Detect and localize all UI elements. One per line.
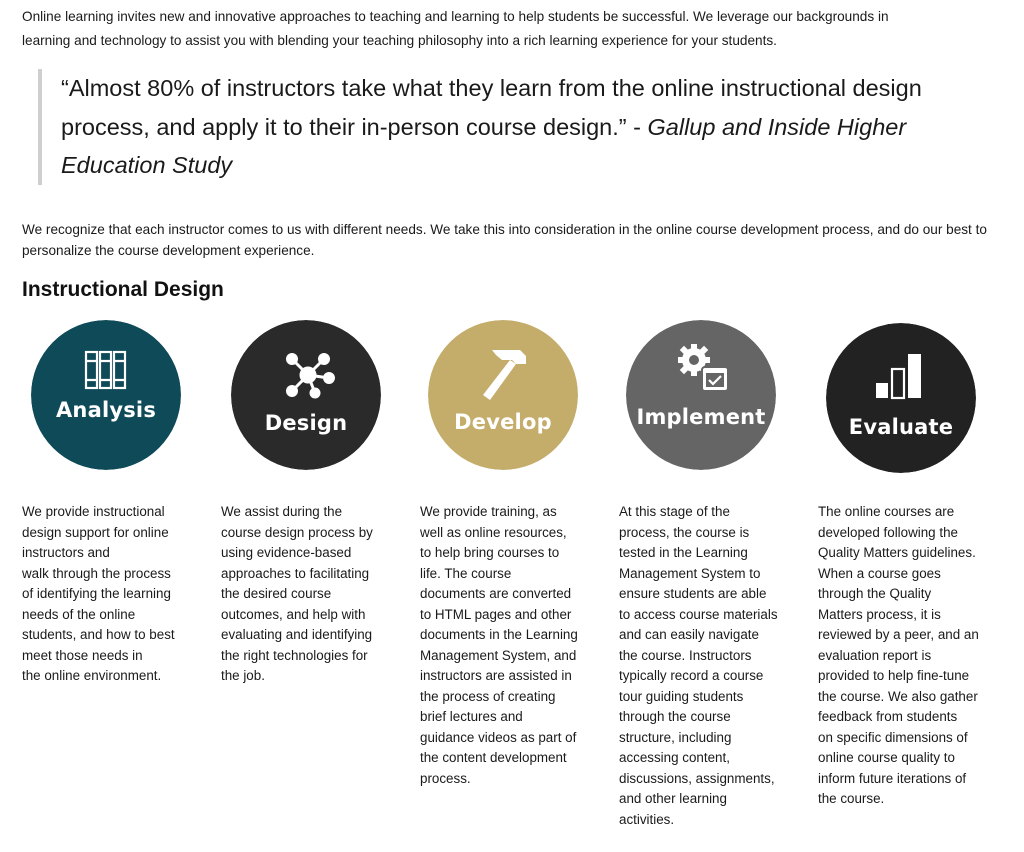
phase-analysis-background [31, 320, 181, 470]
description-line: using evidence-based [221, 545, 352, 560]
phase-evaluate-circle [826, 323, 976, 473]
description-line: and other learning [619, 791, 727, 806]
quote-source: Gallup and Inside Higher Education Study [61, 113, 907, 178]
phase-analysis-label: Analysis [55, 398, 157, 422]
description-line: We provide training, as [420, 504, 557, 519]
description-line: needs of the online [22, 606, 136, 622]
phase-evaluate-label: Evaluate [848, 415, 954, 439]
description-line: to access course materials [619, 606, 778, 622]
description-line: to HTML pages and other [420, 606, 572, 622]
description-line: instructors are assisted in [420, 668, 572, 683]
section-heading: Instructional Design [22, 278, 224, 301]
phase-implement-circle [626, 320, 776, 470]
description-line: brief lectures and [420, 709, 523, 724]
phase-design-circle [231, 320, 381, 470]
description-line: We provide instructional [22, 504, 165, 519]
description-line: We assist during the [221, 504, 343, 519]
pull-quote [38, 69, 991, 185]
description-line: design support for online [22, 524, 169, 540]
description-line: Management System to [619, 565, 761, 581]
description-line: on specific dimensions of [818, 729, 968, 745]
description-line: course design process by [221, 524, 373, 540]
phase-develop-circle [428, 320, 578, 470]
description-line: the desired course [221, 586, 332, 601]
description-line: documents are converted [420, 586, 572, 601]
description-line: Quality Matters guidelines. [818, 545, 976, 560]
description-line: the content development [420, 750, 567, 765]
description-line: online course quality to [818, 750, 955, 765]
description-line: meet those needs in [22, 647, 143, 663]
description-line: structure, including [619, 729, 732, 745]
phase-implement-label: Implement [636, 405, 766, 429]
phase-develop-label: Develop [454, 410, 552, 434]
description-line: typically record a course [619, 668, 764, 683]
description-line: At this stage of the [619, 504, 730, 519]
description-line: well as online resources, [420, 524, 567, 540]
quote-text: “Almost 80% of instructors take what they learn from the online instructional design process, and apply it to their in-person course design.” - [61, 75, 922, 140]
description-line: tested in the Learning [619, 545, 748, 560]
intro-line-1: Online learning invites new and innovative approaches to teaching and learning to help students be successful. We leverage our backgrounds in [22, 9, 889, 24]
description-line: evaluating and identifying [221, 627, 373, 642]
description-line: inform future iterations of [818, 770, 967, 786]
description-line: discussions, assignments, [619, 770, 775, 786]
description-line: through the course [619, 709, 731, 724]
description-line: the job. [221, 668, 265, 683]
description-line: the online environment. [22, 668, 162, 683]
description-line: students, and how to best [22, 627, 175, 642]
description-line: instructors and [22, 545, 110, 560]
description-line: process. [420, 770, 471, 786]
description-line: feedback from students [818, 709, 958, 724]
description-line: to help bring courses to [420, 545, 560, 560]
phase-design-background [231, 320, 381, 470]
phase-implement-background [626, 320, 776, 470]
description-line: Matters process, it is [818, 606, 941, 622]
phase-implement-description [619, 502, 789, 830]
phase-design-label: Design [264, 411, 348, 435]
description-line: Management System, and [420, 647, 577, 663]
description-line: evaluation report is [818, 647, 932, 663]
description-line: approaches to facilitating [221, 565, 370, 581]
description-line: ensure students are able [619, 586, 767, 601]
description-line: developed following the [818, 524, 958, 540]
description-line: documents in the Learning [420, 627, 578, 642]
phase-develop-background [428, 320, 578, 470]
description-line: guidance videos as part of [420, 729, 577, 745]
phase-develop-description [420, 502, 590, 789]
description-line: The online courses are [818, 504, 955, 519]
description-line: process, the course is [619, 524, 750, 540]
description-line: tour guiding students [619, 688, 744, 704]
description-line: through the Quality [818, 586, 932, 601]
description-line: walk through the process [22, 565, 171, 581]
description-line: When a course goes [818, 565, 941, 581]
description-line: reviewed by a peer, and an [818, 627, 979, 642]
description-line: provided to help fine-tune [818, 668, 970, 683]
description-line: the process of creating [420, 688, 556, 704]
description-line: activities. [619, 811, 675, 827]
description-line: the course. [818, 791, 885, 806]
description-line: the course. Instructors [619, 647, 752, 663]
description-line: and can easily navigate [619, 627, 759, 642]
description-line: the course. We also gather [818, 688, 978, 704]
phase-analysis-circle [31, 320, 181, 470]
phase-design-description [221, 502, 391, 687]
description-line: life. The course [420, 565, 512, 581]
description-line: accessing content, [619, 750, 730, 765]
description-line: outcomes, and help with [221, 606, 366, 622]
intro-line-2: learning and technology to assist you with blending your teaching philosophy into a rich learning experience for your students. [22, 33, 777, 48]
phase-evaluate-description [818, 502, 988, 810]
intro-paragraph [22, 5, 1007, 53]
description-line: of identifying the learning [22, 586, 171, 601]
description-line: the right technologies for [221, 647, 368, 663]
phase-analysis-description [22, 502, 192, 687]
recognize-paragraph: We recognize that each instructor comes to us with different needs. We take this into consideration in the online course development process, and do our best to personalize the course development experience. [22, 222, 987, 258]
